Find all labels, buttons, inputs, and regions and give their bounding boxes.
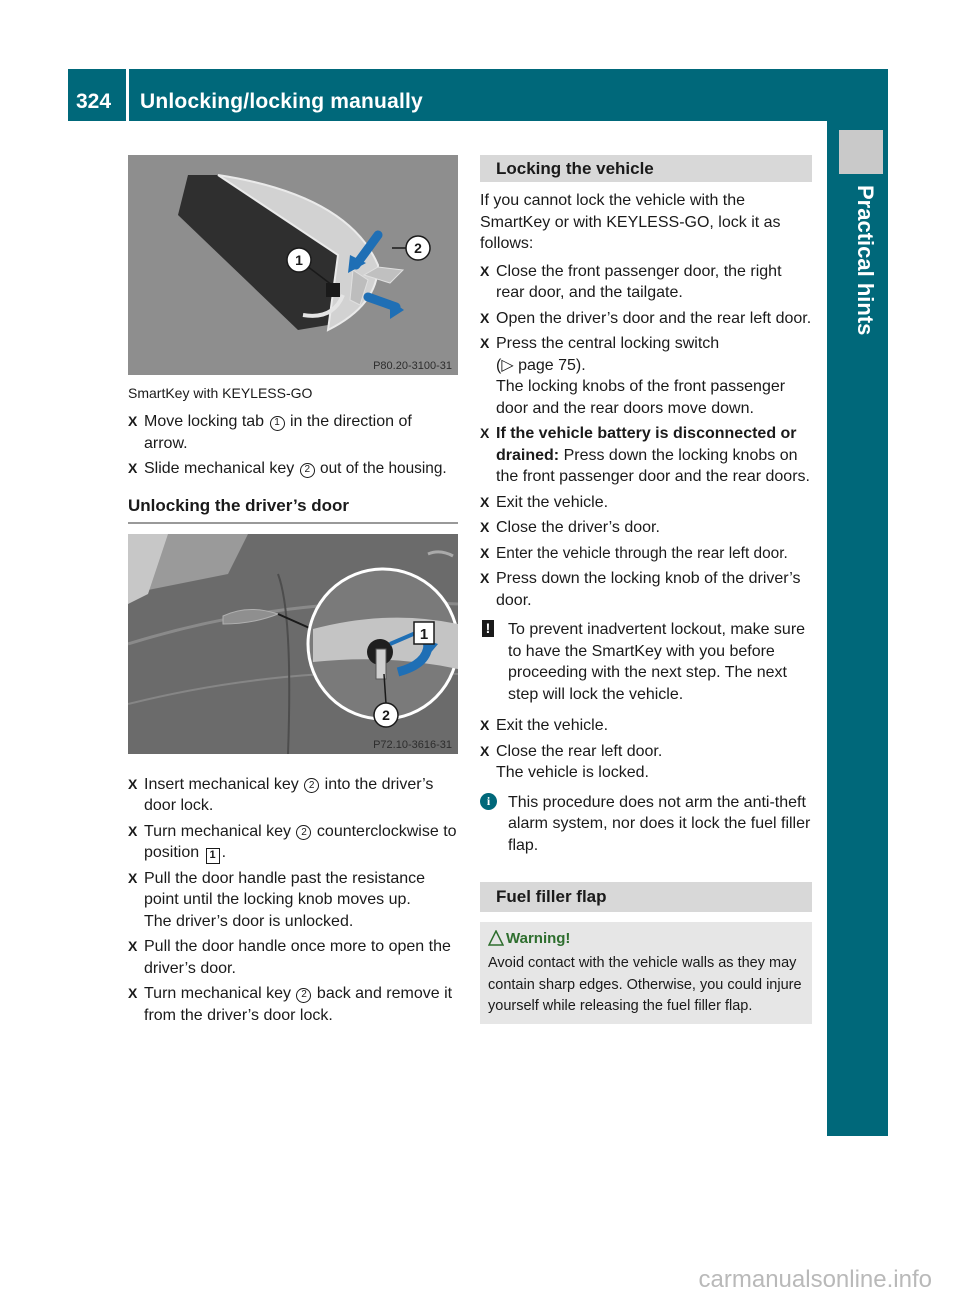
page-reference[interactable]: (▷ page 75). — [496, 356, 586, 374]
callout-number: 2 — [300, 463, 315, 478]
step-exit-vehicle-2: X Exit the vehicle. — [480, 715, 812, 737]
step-open-driver-door: X Open the driver’s door and the rear left door. — [480, 308, 812, 330]
side-tab-square — [839, 130, 883, 174]
door-figure — [128, 534, 458, 754]
step-marker: X — [480, 309, 490, 326]
warning-text: Avoid contact with the vehicle walls as they may contain sharp edges. Otherwise, you could injure yourself while releasing the fuel filler flap. — [488, 955, 802, 1014]
step-marker: X — [480, 425, 490, 441]
right-column — [480, 155, 812, 1024]
position-marker: 1 — [206, 848, 220, 864]
figure-code: P72.10-3616-31 — [373, 738, 452, 751]
fig2-label-1: 1 — [419, 625, 429, 643]
step-pull-handle: X Pull the door handle past the resistance point until the locking knob moves up. The driver’s door is unlocked. — [128, 868, 458, 933]
smartkey-illustration — [128, 155, 458, 375]
caution-note: ! To prevent inadvertent lockout, make sure to have the SmartKey with you before proceeding with the next step. The next step will lock the vehicle. — [480, 619, 812, 705]
step-marker: X — [128, 938, 138, 955]
step-move-locking-tab: X Move locking tab 1 in the direction of arrow. — [128, 413, 412, 452]
step-marker: X — [128, 822, 138, 839]
step-marker: X — [480, 742, 490, 759]
step-marker: X — [480, 519, 490, 535]
step-marker: X — [480, 262, 490, 279]
step-marker: X — [128, 985, 138, 1002]
step-battery-drained: X If the vehicle battery is disconnected or drained: Press down the locking knobs on the front passenger door and the rear doors. — [480, 425, 810, 485]
warning-box — [480, 922, 812, 1024]
step-enter-rear: X Enter the vehicle through the rear left door. — [480, 543, 812, 565]
page-title: Unlocking/locking manually — [140, 90, 423, 113]
step-result: The driver’s door is unlocked. — [144, 912, 354, 930]
fig2-label-2: 2 — [382, 706, 390, 723]
step-insert-key: X Insert mechanical key 2 into the driver’s door lock. — [128, 775, 434, 814]
step-marker: X — [128, 413, 138, 429]
step-result: The locking knobs of the front passenger door and the rear doors move down. — [496, 378, 786, 417]
step-turn-key: X Turn mechanical key 2 counterclockwise to position 1 . — [128, 821, 458, 864]
info-icon: i — [480, 793, 497, 810]
callout-number: 2 — [296, 825, 311, 840]
side-tab-label: Practical hints — [853, 185, 878, 336]
header-divider — [126, 69, 129, 121]
warning-triangle-icon — [488, 930, 504, 946]
step-open-door: X Pull the door handle once more to open the driver’s door. — [128, 938, 451, 977]
step-marker: X — [480, 717, 490, 733]
step-close-driver-door: X Close the driver’s door. — [480, 517, 812, 539]
page-number: 324 — [76, 90, 112, 113]
section-heading-fuel-flap: Fuel filler flap — [480, 882, 812, 912]
step-marker: X — [480, 544, 490, 561]
warning-title: Warning! — [488, 930, 804, 947]
step-close-doors: X Close the front passenger door, the right rear door, and the tailgate. — [480, 262, 782, 301]
step-press-knob: X Press down the locking knob of the driver’s door. — [480, 570, 801, 609]
watermark: carmanualsonline.info — [698, 1266, 932, 1293]
section-heading-unlocking: Unlocking the driver’s door — [128, 496, 458, 524]
smartkey-figure — [128, 155, 458, 375]
step-marker: X — [128, 460, 138, 476]
step-marker: X — [480, 493, 490, 510]
callout-number: 1 — [270, 416, 285, 431]
step-close-rear-door: X Close the rear left door. The vehicle is locked. — [480, 741, 812, 784]
section-heading-locking: Locking the vehicle — [480, 155, 812, 182]
callout-number: 2 — [296, 988, 311, 1003]
figure-caption: SmartKey with KEYLESS-GO — [128, 385, 313, 401]
left-column — [128, 155, 458, 1030]
step-marker: X — [128, 775, 138, 792]
step-press-switch: X Press the central locking switch (▷ page 75). The locking knobs of the front passenger door and the rear doors move down. — [480, 333, 812, 419]
step-marker: X — [128, 869, 138, 886]
caution-icon: ! — [482, 620, 494, 637]
fig1-label-2: 2 — [414, 240, 422, 256]
figure-code: P80.20-3100-31 — [373, 360, 452, 372]
callout-number: 2 — [304, 778, 319, 793]
intro-paragraph: If you cannot lock the vehicle with the SmartKey or with KEYLESS-GO, lock it as follows: — [480, 192, 781, 252]
step-remove-key: X Turn mechanical key 2 back and remove it from the driver’s door lock. — [128, 985, 453, 1024]
step-exit-vehicle: X Exit the vehicle. — [480, 492, 812, 514]
step-marker: X — [480, 335, 490, 351]
door-illustration — [128, 534, 458, 754]
info-note: i This procedure does not arm the anti-theft alarm system, nor does it lock the fuel filler flap. — [480, 792, 812, 857]
step-result: The vehicle is locked. — [496, 764, 649, 781]
step-slide-key: X Slide mechanical key 2 out of the housing. — [128, 458, 458, 480]
step-marker: X — [480, 570, 490, 586]
fig1-label-1: 1 — [295, 252, 303, 268]
